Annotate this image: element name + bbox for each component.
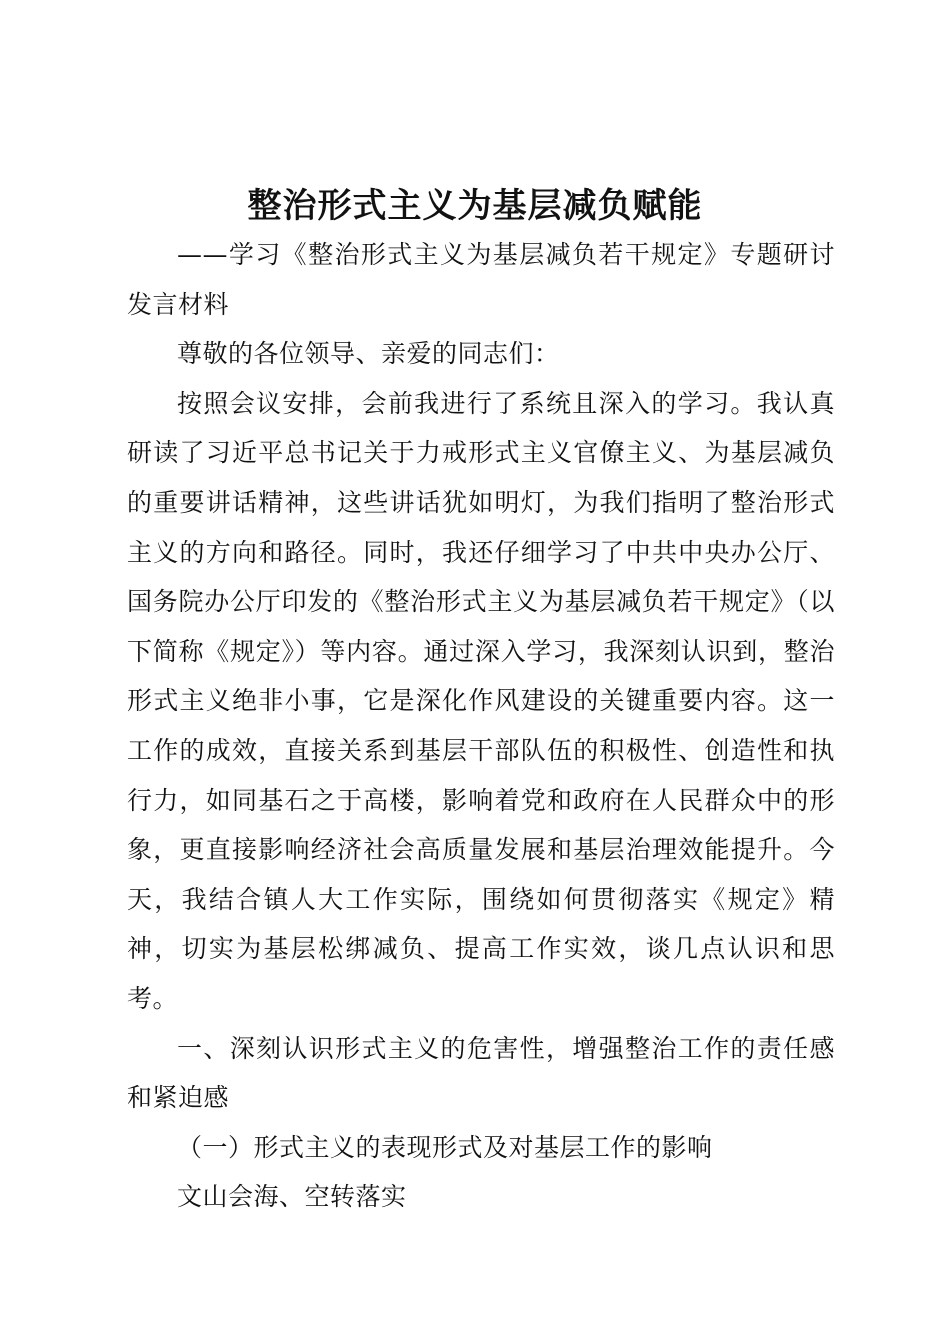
body-paragraph: 按照会议安排，会前我进行了系统且深入的学习。我认真研读了习近平总书记关于力戒形式主义官僚主义、为基层减负的重要讲话精神，这些讲话犹如明灯，为我们指明了整治形式主义的方向和路径。同时，我还仔细学习了中共中央办公厅、国务院办公厅印发的《整治形式主义为基层减负若干规定》（以下简称《规定》）等内容。通过深入学习，我深刻认识到，整治形式主义绝非小事，它是深化作风建设的关键重要内容。这一工作的成效，直接关系到基层干部队伍的积极性、创造性和执行力，如同基石之于高楼，影响着党和政府在人民群众中的形象，更直接影响经济社会高质量发展和基层治理效能提升。今天，我结合镇人大工作实际，围绕如何贯彻落实《规定》精神，切实为基层松绑减负、提高工作实效，谈几点认识和思考。: [127, 388, 835, 1013]
subsection-heading: （一）形式主义的表现形式及对基层工作的影响: [177, 1132, 713, 1162]
document-title: 整治形式主义为基层减负赋能: [247, 186, 703, 226]
section-heading: 一、深刻认识形式主义的危害性，增强整治工作的责任感和紧迫感: [127, 1033, 835, 1113]
document-body: [127, 230, 835, 1222]
item-heading: 文山会海、空转落实: [177, 1182, 407, 1212]
document-subtitle: ——学习《整治形式主义为基层减负若干规定》专题研讨发言材料: [127, 240, 835, 319]
salutation: 尊敬的各位领导、亲爱的同志们：: [177, 339, 560, 369]
